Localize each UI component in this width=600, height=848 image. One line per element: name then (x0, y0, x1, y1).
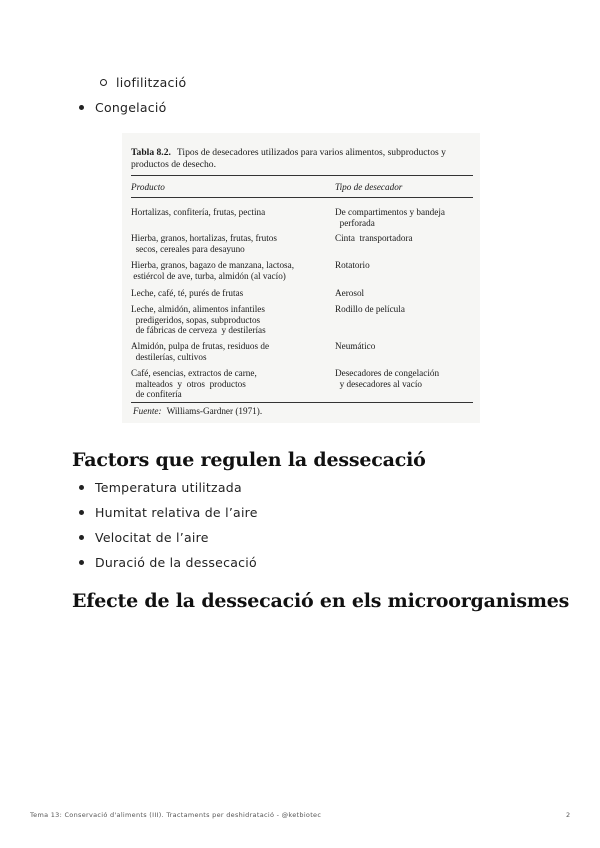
table-cell-dryer: Rotatorio (335, 260, 370, 270)
table-cell-product: Hortalizas, confitería, frutas, pectina (131, 207, 266, 217)
bullet-icon (79, 485, 84, 490)
bullet-icon (79, 510, 84, 515)
table-figure (122, 133, 480, 423)
hollow-bullet-icon (100, 79, 107, 86)
bullet-icon (79, 535, 84, 540)
list-item-text: Congelació (95, 100, 167, 115)
table-cell-product: Leche, café, té, purés de frutas (131, 288, 244, 298)
table-cell-dryer: Cinta transportadora (335, 233, 413, 243)
table-cell-dryer: De compartimentos y bandeja perforada (335, 207, 445, 228)
table-cell-product: Hierba, granos, bagazo de manzana, lactosa, estiércol de ave, turba, almidón (al vacío) (131, 260, 295, 281)
list-item-text: Duració de la dessecació (95, 555, 257, 570)
bullet-icon (79, 560, 84, 565)
table-cell-product: Café, esencias, extractos de carne, malteados y otros productos de confitería (131, 368, 257, 400)
table-cell-dryer: Neumático (335, 341, 376, 351)
table-top-rule (131, 175, 473, 176)
list-item-text: Temperatura utilitzada (95, 480, 242, 495)
bullet-icon (79, 105, 84, 110)
list-item-text: liofilització (116, 75, 187, 90)
column-header-dryer: Tipo de desecador (335, 182, 403, 192)
list-item-text: Humitat relativa de l’aire (95, 505, 258, 520)
column-header-product: Producto (131, 182, 165, 192)
section-heading-efecte: Efecte de la dessecació en els microorganismes (72, 590, 570, 612)
table-number: Tabla 8.2. (131, 147, 171, 158)
list-item-text: Velocitat de l’aire (95, 530, 209, 545)
table-caption (131, 147, 471, 171)
table-cell-dryer: Desecadores de congelación y desecadores al vacío (335, 368, 440, 389)
table-bottom-rule (131, 402, 473, 403)
table-cell-product: Leche, almidón, alimentos infantiles predigeridos, sopas, subproductos de fábricas de cerveza y destilerías (131, 304, 266, 336)
table-header-rule (131, 197, 473, 198)
table-cell-dryer: Rodillo de película (335, 304, 405, 314)
source-label: Fuente: (133, 406, 162, 416)
table-title: Tipos de desecadores utilizados para varios alimentos, subproductos y productos de desecho. (131, 147, 446, 170)
table-cell-product: Almidón, pulpa de frutas, residuos de destilerías, cultivos (131, 341, 270, 362)
table-cell-dryer: Aerosol (335, 288, 365, 298)
table-cell-product: Hierba, granos, hortalizas, frutas, frutos secos, cereales para desayuno (131, 233, 277, 254)
table-source (133, 406, 262, 416)
source-text: Williams-Gardner (1971). (166, 406, 263, 416)
section-heading-factors: Factors que regulen la dessecació (72, 449, 426, 471)
page-number: 2 (566, 811, 571, 819)
page-footer-text: Tema 13: Conservació d'aliments (III). Tractaments per deshidratació - @ketbiotec (30, 811, 322, 819)
